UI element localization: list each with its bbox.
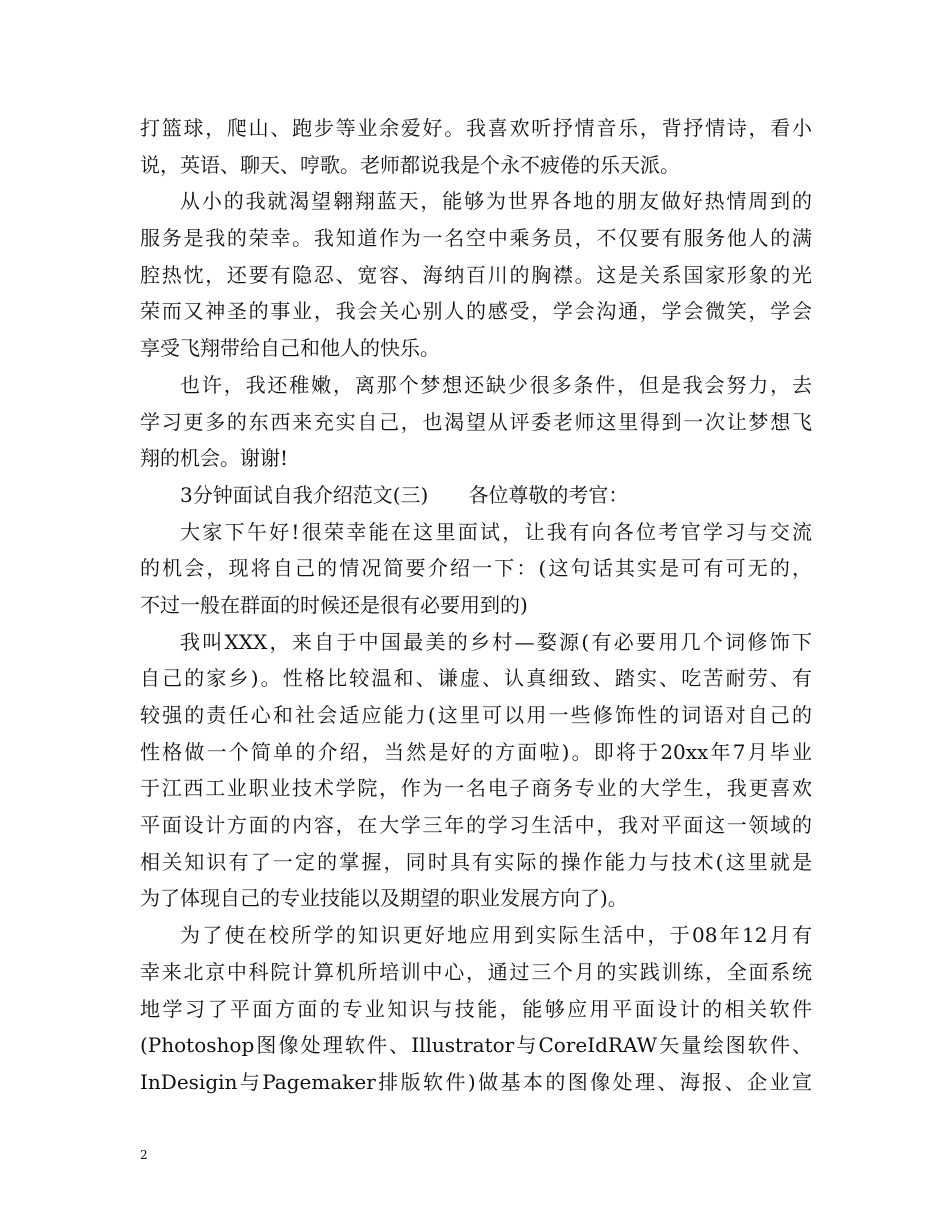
text-line: 荣而又神圣的事业，我会关心别人的感受，学会沟通，学会微笑，学会: [140, 299, 812, 324]
text-line: 3分钟面试自我介绍范文(三) 各位尊敬的考官：: [180, 482, 629, 507]
text-line: 幸来北京中科院计算机所培训中心，通过三个月的实践训练，全面系统: [140, 959, 812, 984]
text-line: 从小的我就渴望翱翔蓝天，能够为世界各地的朋友做好热情周到的: [180, 189, 812, 214]
text-line: 打篮球，爬山、跑步等业余爱好。我喜欢听抒情音乐，背抒情诗，看小: [140, 116, 812, 140]
text-line: 翔的机会。谢谢!: [140, 446, 289, 471]
text-line: 腔热忱，还要有隐忍、宽容、海纳百川的胸襟。这是关系国家形象的光: [140, 262, 812, 287]
text-line: 的机会，现将自己的情况简要介绍一下：(这句话其实是可有可无的，: [140, 556, 812, 581]
body-text: [140, 110, 812, 1101]
text-line: 服务是我的荣幸。我知道作为一名空中乘务员，不仅要有服务他人的满: [140, 226, 812, 251]
text-line: 不过一般在群面的时候还是很有必要用到的): [140, 592, 528, 617]
page-number: 2: [140, 1148, 148, 1162]
text-line: 相关知识有了一定的掌握，同时具有实际的操作能力与技术(这里就是: [140, 849, 812, 874]
text-line: 为了使在校所学的知识更好地应用到实际生活中，于08年12月有: [180, 923, 812, 948]
text-line: 于江西工业职业技术学院，作为一名电子商务专业的大学生，我更喜欢: [140, 776, 812, 801]
text-line: 大家下午好!很荣幸能在这里面试，让我有向各位考官学习与交流: [180, 519, 812, 544]
text-line: 学习更多的东西来充实自己，也渴望从评委老师这里得到一次让梦想飞: [140, 409, 812, 434]
text-line: 性格做一个简单的介绍，当然是好的方面啦)。即将于20xx年7月毕业: [140, 739, 812, 764]
text-line: InDesigin与Pagemaker排版软件)做基本的图像处理、海报、企业宣: [140, 1069, 812, 1094]
text-line: 也许，我还稚嫩，离那个梦想还缺少很多条件，但是我会努力，去: [180, 372, 812, 397]
text-line: 自己的家乡)。性格比较温和、谦虚、认真细致、踏实、吃苦耐劳、有: [140, 666, 812, 691]
text-line: 我叫XXX，来自于中国最美的乡村—婺源(有必要用几个词修饰下: [180, 629, 812, 654]
text-line: 平面设计方面的内容，在大学三年的学习生活中，我对平面这一领域的: [140, 813, 812, 838]
text-line: 为了体现自己的专业技能以及期望的职业发展方向了)。: [140, 886, 628, 911]
text-line: 享受飞翔带给自己和他人的快乐。: [140, 336, 440, 361]
text-line: 说，英语、聊天、哼歌。老师都说我是个永不疲倦的乐天派。: [140, 152, 680, 177]
text-line: 地学习了平面方面的专业知识与技能，能够应用平面设计的相关软件: [140, 996, 812, 1021]
text-line: (Photoshop图像处理软件、Illustrator与CoreIdRAW矢量绘图软件、: [140, 1033, 812, 1058]
text-line: 较强的责任心和社会适应能力(这里可以用一些修饰性的词语对自己的: [140, 703, 812, 727]
